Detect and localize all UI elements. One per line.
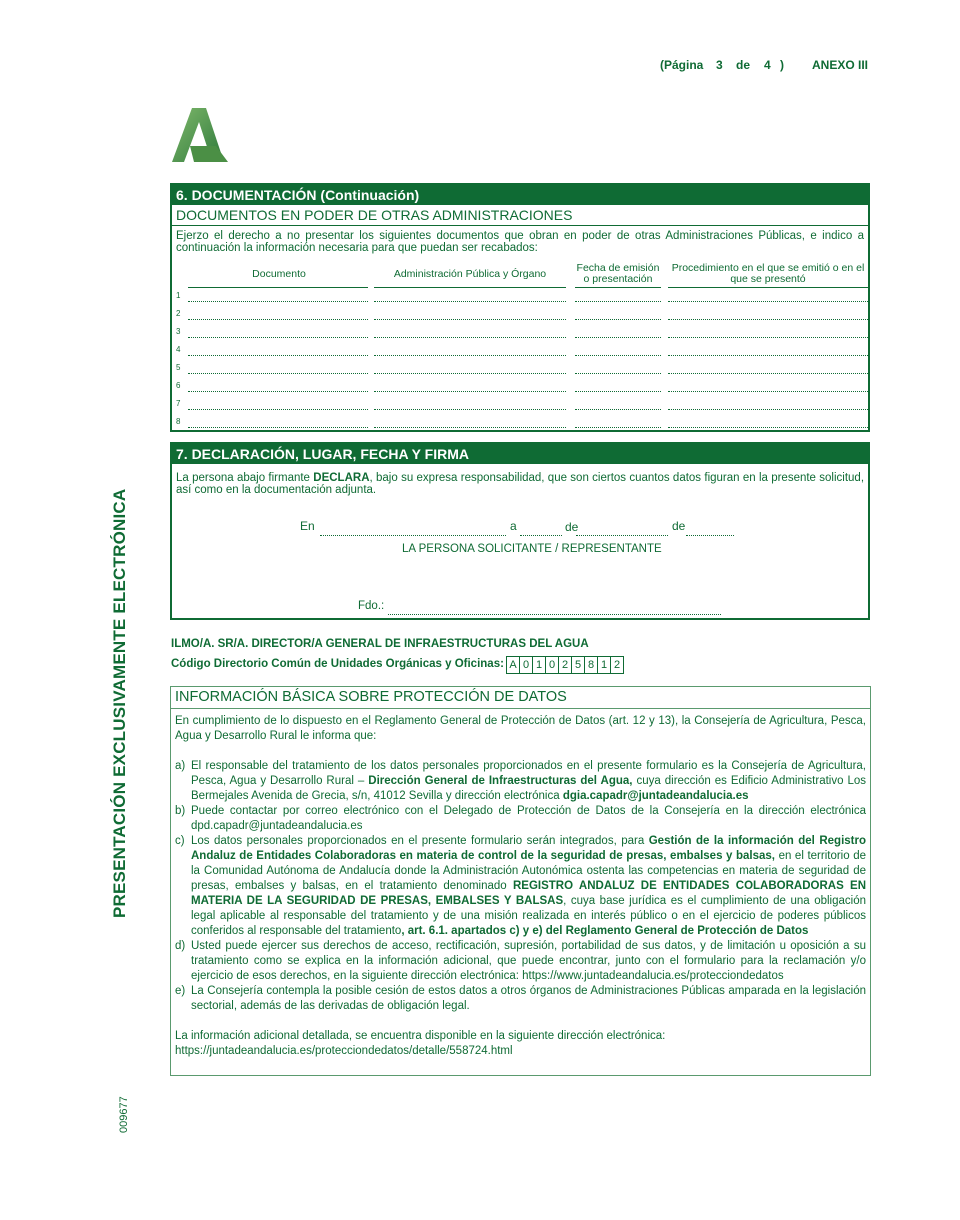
row-number: 5 xyxy=(176,363,181,372)
authority-name: ILMO/A. SR/A. DIRECTOR/A GENERAL DE INFRAESTRUCTURAS DEL AGUA xyxy=(171,638,589,650)
privacy-item-c: c) Los datos personales proporcionados en el presente formulario serán integrados, para Gestión de la información del Registro Andaluz de Entidades Colaboradoras en materia de control de la seguridad de presas, embalses y balsas, en el territorio de la Comunidad Autónoma de Andalucía donde la Administración Autonómica ostenta las competencias en materia de seguridad de presas, embalses y balsas, en el tratamiento denominado REGISTRO ANDALUZ DE ENTIDADES COLABORADORAS EN MATERIA DE LA SEGURIDAD DE PRESAS, EMBALSES Y BALSAS, cuya base jurídica es el cumplimiento de una obligación legal aplicable al responsable del tratamiento y de una misión realizada en interés público o en el ejercicio de poderes públicos conferidos al responsable del tratamiento, art. 6.1. apartados c) y e) del Reglamento General de Protección de Datos xyxy=(175,835,866,937)
page-label: (Página xyxy=(660,58,704,72)
doc-row-field[interactable] xyxy=(188,301,368,302)
row-number: 6 xyxy=(176,381,181,390)
signature-label: Fdo.: xyxy=(358,600,385,612)
day-label: a xyxy=(510,519,517,533)
doc-row-field[interactable] xyxy=(668,427,868,428)
col-header-procedimiento: Procedimiento en el que se emitió o en el que se presentó xyxy=(671,262,865,285)
doc-row-field[interactable] xyxy=(575,319,661,320)
doc-row-field[interactable] xyxy=(668,373,868,374)
code-char: 0 xyxy=(546,657,559,673)
code-char: 1 xyxy=(598,657,611,673)
page-total: 4 xyxy=(764,58,771,72)
day-field[interactable] xyxy=(520,535,562,536)
privacy-title: INFORMACIÓN BÁSICA SOBRE PROTECCIÓN DE DATOS xyxy=(171,687,870,709)
row-number: 1 xyxy=(176,291,181,300)
row-number: 2 xyxy=(176,309,181,318)
doc-row-field[interactable] xyxy=(575,301,661,302)
month-field[interactable] xyxy=(576,535,668,536)
doc-row-field[interactable] xyxy=(668,319,868,320)
privacy-item-e: e) La Consejería contempla la posible cesión de estos datos a otros órganos de Administraciones Públicas amparada en la legislación sectorial, además de las derivadas de obligación legal. xyxy=(175,985,866,1012)
code-char: 2 xyxy=(613,659,621,671)
doc-row-field[interactable] xyxy=(188,391,368,392)
code-char: A xyxy=(507,657,520,673)
privacy-footer-text: La información adicional detallada, se encuentra disponible en la siguiente dirección electrónica: xyxy=(175,1030,666,1042)
privacy-item-b: b) Puede contactar por correo electrónico con el Delegado de Protección de Datos de la Consejería en la dirección electrónica dpd.capadr@juntadeandalucia.es xyxy=(175,805,866,832)
privacy-info xyxy=(170,686,871,1076)
row-number: 3 xyxy=(176,327,181,336)
doc-row-field[interactable] xyxy=(188,373,368,374)
code-char: 0 xyxy=(520,657,533,673)
doc-row-field[interactable] xyxy=(188,409,368,410)
doc-row-field[interactable] xyxy=(374,301,566,302)
doc-row-field[interactable] xyxy=(668,301,868,302)
doc-row-field[interactable] xyxy=(575,427,661,428)
section-declaration xyxy=(170,442,870,620)
page-of: de xyxy=(736,58,751,72)
section-6-title: 6. DOCUMENTACIÓN (Continuación) xyxy=(172,185,868,205)
doc-row-field[interactable] xyxy=(188,355,368,356)
authority-code-label: Código Directorio Común de Unidades Orgánicas y Oficinas: xyxy=(171,658,504,670)
section-7-title: 7. DECLARACIÓN, LUGAR, FECHA Y FIRMA xyxy=(172,444,868,464)
annex-label: ANEXO III xyxy=(812,58,869,72)
authority-code xyxy=(506,656,624,674)
section-6-intro: Ejerzo el derecho a no presentar los siguientes documentos que obran en poder de otras Administraciones Públicas, e indico a continuación la información necesaria para que puedan ser recabados: xyxy=(176,230,864,254)
section-documentation xyxy=(170,183,870,432)
privacy-item-d: d) Usted puede ejercer sus derechos de acceso, rectificación, supresión, portabilidad de sus datos, y de limitación u oposición a su tratamiento como se explica en la información adicional, que puede encontrar, junto con el formulario para la reclamación y/o ejercicio de esos derechos, en la siguiente dirección electrónica: https://www.juntadeandalucia.es/protecciondedatos xyxy=(175,940,866,982)
doc-row-field[interactable] xyxy=(575,337,661,338)
signature-field[interactable] xyxy=(388,614,721,615)
declaration-text: La persona abajo firmante DECLARA, bajo su expresa responsabilidad, que son ciertos cuantos datos figuran en la presente solicitud, así como en la documentación adjunta. xyxy=(176,472,865,496)
year-field[interactable] xyxy=(686,535,734,536)
electronic-only-banner: PRESENTACIÓN EXCLUSIVAMENTE ELECTRÓNICA xyxy=(110,488,129,918)
doc-row-field[interactable] xyxy=(374,409,566,410)
form-code: 009677 xyxy=(118,1096,130,1133)
row-number: 4 xyxy=(176,345,181,354)
doc-row-field[interactable] xyxy=(668,355,868,356)
year-label: de xyxy=(672,519,686,533)
doc-row-field[interactable] xyxy=(188,319,368,320)
month-label: de xyxy=(565,520,579,534)
doc-row-field[interactable] xyxy=(668,409,868,410)
doc-row-field[interactable] xyxy=(188,337,368,338)
place-field[interactable] xyxy=(320,535,506,536)
doc-row-field[interactable] xyxy=(374,337,566,338)
code-char: 1 xyxy=(533,657,546,673)
doc-row-field[interactable] xyxy=(575,391,661,392)
row-number: 8 xyxy=(176,417,181,426)
doc-row-field[interactable] xyxy=(374,355,566,356)
col-header-documento: Documento xyxy=(252,268,306,280)
doc-row-field[interactable] xyxy=(668,391,868,392)
doc-row-field[interactable] xyxy=(668,337,868,338)
doc-row-field[interactable] xyxy=(575,409,661,410)
doc-row-field[interactable] xyxy=(188,427,368,428)
col-header-fecha: Fecha de emisión o presentación xyxy=(576,262,660,285)
privacy-intro: En cumplimiento de lo dispuesto en el Reglamento General de Protección de Datos (art. 12 y 13), la Consejería de Agricultura, Pesca, Agua y Desarrollo Rural le informa que: xyxy=(175,715,866,742)
code-char: 8 xyxy=(585,657,598,673)
doc-row-field[interactable] xyxy=(374,319,566,320)
signer-label: LA PERSONA SOLICITANTE / REPRESENTANTE xyxy=(402,543,662,555)
doc-row-field[interactable] xyxy=(575,373,661,374)
doc-row-field[interactable] xyxy=(374,373,566,374)
privacy-item-a: a) El responsable del tratamiento de los datos personales proporcionados en el presente formulario es la Consejería de Agricultura, Pesca, Agua y Desarrollo Rural – Dirección General de Infraestructuras del Agua, cuya dirección es Edificio Administrativo Los Bermejales Avenida de Grecia, s/n, 41012 Sevilla y dirección electrónica dgia.capadr@juntadeandalucia.es xyxy=(175,760,867,802)
code-char: 2 xyxy=(559,657,572,673)
privacy-footer-link[interactable]: https://juntadeandalucia.es/protecciondedatos/detalle/558724.html xyxy=(175,1045,513,1057)
page-number: 3 xyxy=(716,58,723,72)
doc-row-field[interactable] xyxy=(374,391,566,392)
row-number: 7 xyxy=(176,399,181,408)
section-6-subtitle: DOCUMENTOS EN PODER DE OTRAS ADMINISTRACIONES xyxy=(172,205,868,226)
doc-row-field[interactable] xyxy=(374,427,566,428)
place-label: En xyxy=(300,519,315,533)
col-header-administracion: Administración Pública y Órgano xyxy=(393,268,547,280)
junta-andalucia-logo-icon xyxy=(170,106,232,164)
page-close: ) xyxy=(780,58,784,72)
code-char: 5 xyxy=(572,657,585,673)
doc-row-field[interactable] xyxy=(575,355,661,356)
